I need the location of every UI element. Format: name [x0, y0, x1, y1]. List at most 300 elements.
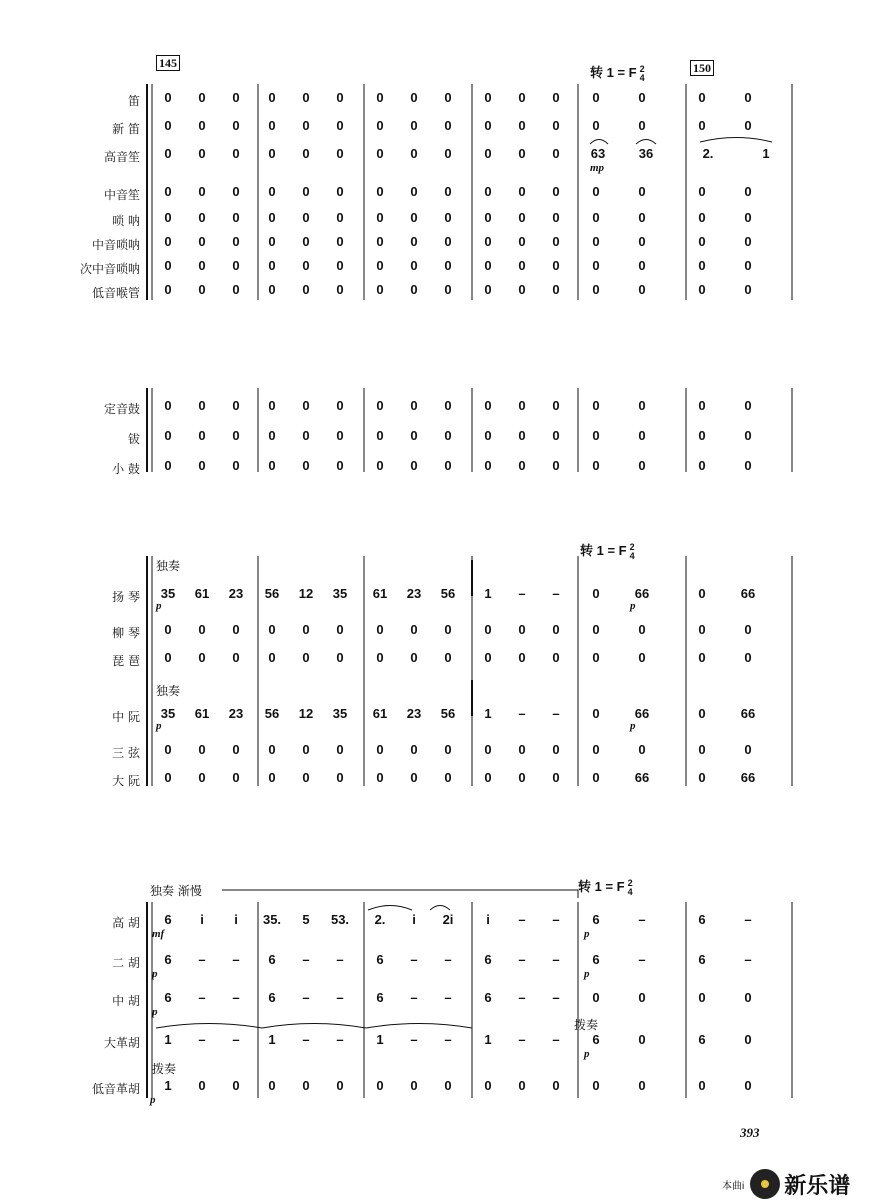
rest-note: 0: [484, 458, 492, 473]
rest-note: 0: [268, 210, 276, 225]
note-group: 56: [440, 586, 456, 601]
chord-note: 1: [484, 706, 492, 721]
rest-note: 0: [518, 770, 526, 785]
dynamic-marking: p: [156, 600, 162, 612]
rest-note: 0: [376, 282, 384, 297]
rest-note: 0: [518, 282, 526, 297]
rest-note: 0: [336, 742, 344, 757]
dash: –: [410, 952, 418, 967]
rest-note: 0: [518, 234, 526, 249]
rest-note: 0: [268, 90, 276, 105]
dash: –: [518, 912, 526, 927]
key-change-marking: 转 1 = F 2 4: [578, 877, 633, 897]
dynamic-marking: p: [584, 968, 590, 980]
rest-note: 0: [592, 990, 600, 1005]
rest-note: 0: [592, 258, 600, 273]
rest-note: 0: [302, 258, 310, 273]
rest-note: 0: [592, 622, 600, 637]
rest-note: 0: [484, 210, 492, 225]
rest-note: 0: [518, 184, 526, 199]
rest-note: 0: [232, 184, 240, 199]
rest-note: 0: [552, 398, 560, 413]
rest-note: 0: [518, 90, 526, 105]
rest-note: 0: [336, 184, 344, 199]
rest-note: 0: [518, 428, 526, 443]
rest-note: 0: [518, 622, 526, 637]
note-group: 66: [634, 770, 650, 785]
rest-note: 0: [376, 458, 384, 473]
note: 1: [376, 1032, 384, 1047]
rest-note: 0: [444, 210, 452, 225]
rest-note: 0: [744, 234, 752, 249]
note-dotted: 2.: [702, 146, 714, 161]
rest-note: 0: [198, 622, 206, 637]
rest-note: 0: [336, 650, 344, 665]
rest-note: 0: [698, 398, 706, 413]
note: 1: [164, 1032, 172, 1047]
time-signature: 2 4: [629, 541, 635, 561]
rest-note: 0: [410, 184, 418, 199]
rest-note: 0: [410, 742, 418, 757]
dash: –: [444, 952, 452, 967]
rest-note: 0: [198, 184, 206, 199]
dynamic-marking: p: [156, 720, 162, 732]
rest-note: 0: [410, 458, 418, 473]
rest-note: 0: [268, 146, 276, 161]
dash: –: [552, 990, 560, 1005]
rest-note: 0: [518, 458, 526, 473]
rest-note: 0: [198, 210, 206, 225]
dash: –: [552, 1032, 560, 1047]
rest-note: 0: [302, 118, 310, 133]
rest-note: 0: [444, 458, 452, 473]
rest-note: 0: [268, 282, 276, 297]
watermark-small-text: 本曲i: [722, 1180, 745, 1192]
rest-note: 0: [198, 428, 206, 443]
rest-note: 0: [638, 1032, 646, 1047]
note-group: 61: [194, 706, 210, 721]
instrument-label: 高 胡: [112, 916, 140, 930]
dash: –: [444, 1032, 452, 1047]
rest-note: 0: [552, 184, 560, 199]
rest-note: 0: [484, 234, 492, 249]
technique-pizzicato: 拨奏: [152, 1062, 177, 1076]
rest-note: 0: [410, 1078, 418, 1093]
rest-note: 0: [552, 428, 560, 443]
dynamic-marking: p: [152, 968, 158, 980]
instrument-label: 小 鼓: [112, 462, 140, 476]
note-group: 63: [590, 146, 606, 161]
rest-note: 0: [592, 282, 600, 297]
rest-note: 0: [638, 990, 646, 1005]
note-group: 35.: [262, 912, 282, 927]
rest-note: 0: [552, 1078, 560, 1093]
chord-note: 6: [698, 952, 706, 967]
rest-note: 0: [232, 234, 240, 249]
rest-note: 0: [336, 398, 344, 413]
rest-note: 0: [592, 234, 600, 249]
note-group: 66: [634, 706, 650, 721]
instrument-label: 次中音唢呐: [79, 262, 140, 276]
note-group: 66: [740, 586, 756, 601]
rest-note: 0: [638, 428, 646, 443]
rest-note: 0: [336, 118, 344, 133]
rest-note: 0: [592, 706, 600, 721]
dash: –: [198, 990, 206, 1005]
note: 6: [164, 912, 172, 927]
rest-note: 0: [638, 258, 646, 273]
rest-note: 0: [698, 706, 706, 721]
instrument-label: 钹: [127, 432, 140, 446]
instrument-label: 柳 琴: [112, 626, 140, 640]
rest-note: 0: [444, 146, 452, 161]
instrument-label: 三 弦: [112, 746, 140, 760]
rest-note: 0: [638, 234, 646, 249]
rest-note: 0: [164, 258, 172, 273]
technique-pizzicato: 拨奏: [574, 1018, 599, 1032]
rest-note: 0: [302, 428, 310, 443]
rest-note: 0: [336, 770, 344, 785]
rest-note: 0: [444, 282, 452, 297]
rest-note: 0: [592, 118, 600, 133]
rest-note: 0: [744, 1032, 752, 1047]
chord-note: 6: [164, 990, 172, 1005]
chord-note: 6: [376, 952, 384, 967]
rest-note: 0: [198, 234, 206, 249]
rest-note: 0: [410, 118, 418, 133]
rest-note: 0: [484, 258, 492, 273]
note-group: 56: [264, 586, 280, 601]
rest-note: 0: [164, 210, 172, 225]
rest-note: 0: [744, 742, 752, 757]
note: i: [200, 912, 204, 927]
rest-note: 0: [552, 770, 560, 785]
dash: –: [518, 706, 526, 721]
dynamic-marking: p: [150, 1094, 156, 1106]
instrument-label: 低音喉管: [91, 286, 140, 300]
dash: –: [410, 990, 418, 1005]
technique-solo: 独奏: [156, 559, 181, 573]
rest-note: 0: [164, 90, 172, 105]
rest-note: 0: [698, 90, 706, 105]
rest-note: 0: [410, 258, 418, 273]
rest-note: 0: [302, 650, 310, 665]
note-group: 66: [740, 706, 756, 721]
record-disc-icon: [750, 1169, 780, 1199]
note-group: 23: [228, 706, 244, 721]
rest-note: 0: [164, 234, 172, 249]
rest-note: 0: [164, 622, 172, 637]
rest-note: 0: [484, 184, 492, 199]
rest-note: 0: [410, 428, 418, 443]
slur: [590, 140, 608, 145]
rest-note: 0: [552, 258, 560, 273]
rest-note: 0: [376, 398, 384, 413]
chord-note: 6: [268, 990, 276, 1005]
dash: –: [552, 912, 560, 927]
rest-note: 0: [698, 210, 706, 225]
rest-note: 0: [164, 742, 172, 757]
note-group: 2i: [442, 912, 454, 927]
note-group: 5: [302, 912, 310, 927]
instrument-label: 中音唢呐: [91, 238, 140, 252]
note: i: [486, 912, 490, 927]
rest-note: 0: [698, 622, 706, 637]
note-group: 61: [372, 706, 388, 721]
note-group: 66: [634, 586, 650, 601]
rest-note: 0: [592, 184, 600, 199]
note: 1: [268, 1032, 276, 1047]
instrument-label: 低音革胡: [91, 1082, 140, 1096]
rest-note: 0: [232, 1078, 240, 1093]
rest-note: 0: [744, 458, 752, 473]
rest-note: 0: [336, 210, 344, 225]
rest-note: 0: [164, 650, 172, 665]
rest-note: 0: [410, 210, 418, 225]
rest-note: 0: [198, 1078, 206, 1093]
rest-note: 0: [638, 282, 646, 297]
dash: –: [552, 952, 560, 967]
rest-note: 0: [698, 1078, 706, 1093]
rest-note: 0: [518, 1078, 526, 1093]
rest-note: 0: [552, 90, 560, 105]
rest-note: 0: [698, 258, 706, 273]
rest-note: 0: [698, 184, 706, 199]
dash: –: [444, 990, 452, 1005]
rest-note: 0: [638, 742, 646, 757]
rest-note: 0: [336, 90, 344, 105]
rest-note: 0: [484, 770, 492, 785]
rest-note: 0: [484, 146, 492, 161]
rest-note: 0: [376, 650, 384, 665]
rest-note: 0: [164, 770, 172, 785]
rest-note: 0: [198, 90, 206, 105]
rest-note: 0: [744, 282, 752, 297]
rest-note: 0: [198, 770, 206, 785]
rest-note: 0: [698, 234, 706, 249]
note: 1: [484, 1032, 492, 1047]
rest-note: 0: [698, 458, 706, 473]
rest-note: 0: [336, 428, 344, 443]
instrument-label: 大革胡: [103, 1036, 140, 1050]
rest-note: 0: [444, 1078, 452, 1093]
rest-note: 0: [376, 90, 384, 105]
rest-note: 0: [518, 650, 526, 665]
rest-note: 0: [592, 770, 600, 785]
rest-note: 0: [552, 210, 560, 225]
rest-note: 0: [552, 650, 560, 665]
instrument-label: 扬 琴: [112, 590, 140, 604]
rest-note: 0: [410, 146, 418, 161]
note-group: 56: [440, 706, 456, 721]
rest-note: 0: [164, 184, 172, 199]
rest-note: 0: [302, 458, 310, 473]
dash: –: [336, 1032, 344, 1047]
rest-note: 0: [744, 118, 752, 133]
rest-note: 0: [164, 428, 172, 443]
note: i: [234, 912, 238, 927]
page-number: 393: [740, 1125, 760, 1140]
rest-note: 0: [268, 118, 276, 133]
rest-note: 0: [638, 90, 646, 105]
note-group: 66: [740, 770, 756, 785]
rest-note: 0: [744, 258, 752, 273]
rest-note: 0: [638, 650, 646, 665]
rest-note: 0: [444, 622, 452, 637]
rest-note: 0: [444, 770, 452, 785]
rest-note: 0: [698, 118, 706, 133]
rest-note: 0: [410, 398, 418, 413]
key-change-marking: 转 1 = F 2 4: [590, 63, 645, 83]
dash: –: [638, 952, 646, 967]
tie: [262, 1024, 366, 1029]
chord-note: 6: [592, 952, 600, 967]
note-group: 2.: [374, 912, 386, 927]
dynamic-marking: p: [584, 928, 590, 940]
rest-note: 0: [376, 210, 384, 225]
rest-note: 0: [518, 742, 526, 757]
rest-note: 0: [744, 428, 752, 443]
rest-note: 0: [638, 1078, 646, 1093]
rest-note: 0: [444, 184, 452, 199]
rest-note: 0: [484, 428, 492, 443]
rest-note: 0: [302, 770, 310, 785]
time-signature: 2 4: [627, 877, 633, 897]
rest-note: 0: [518, 210, 526, 225]
rest-note: 0: [268, 622, 276, 637]
rest-note: 0: [444, 234, 452, 249]
rest-note: 0: [232, 622, 240, 637]
rest-note: 0: [444, 258, 452, 273]
note-group: 61: [372, 586, 388, 601]
rest-note: 0: [268, 650, 276, 665]
dynamic-marking: p: [584, 1048, 590, 1060]
note-group: 23: [406, 586, 422, 601]
note: 1: [762, 146, 770, 161]
rest-note: 0: [698, 990, 706, 1005]
rest-note: 0: [552, 234, 560, 249]
dash: –: [336, 952, 344, 967]
rest-note: 0: [410, 622, 418, 637]
note-group: 61: [194, 586, 210, 601]
note-group: 23: [406, 706, 422, 721]
rest-note: 0: [484, 742, 492, 757]
rest-note: 0: [698, 770, 706, 785]
rest-note: 0: [232, 146, 240, 161]
dash: –: [638, 912, 646, 927]
rest-note: 0: [744, 990, 752, 1005]
dynamic-marking: p: [152, 1006, 158, 1018]
rest-note: 0: [592, 458, 600, 473]
chord-note: 1: [484, 586, 492, 601]
dash: –: [302, 1032, 310, 1047]
dash: –: [198, 1032, 206, 1047]
rest-note: 0: [268, 398, 276, 413]
dash: –: [552, 706, 560, 721]
rest-note: 0: [164, 458, 172, 473]
rest-note: 0: [232, 398, 240, 413]
rest-note: 0: [484, 398, 492, 413]
dash: –: [744, 952, 752, 967]
rest-note: 0: [638, 210, 646, 225]
rest-note: 0: [232, 650, 240, 665]
rest-note: 0: [336, 622, 344, 637]
measure-number: 150: [690, 60, 714, 76]
chord-note: 6: [698, 912, 706, 927]
rest-note: 0: [698, 650, 706, 665]
rest-note: 0: [268, 428, 276, 443]
dash: –: [302, 990, 310, 1005]
dynamic-marking: p: [630, 720, 636, 732]
dash: –: [518, 990, 526, 1005]
rest-note: 0: [592, 428, 600, 443]
note: 6: [698, 1032, 706, 1047]
rest-note: 0: [376, 622, 384, 637]
rest-note: 0: [232, 428, 240, 443]
rest-note: 0: [302, 234, 310, 249]
instrument-label: 中 胡: [112, 994, 140, 1008]
instrument-label: 大 阮: [112, 774, 140, 788]
rest-note: 0: [268, 742, 276, 757]
instrument-label: 琵 琶: [112, 654, 140, 668]
rest-note: 0: [232, 458, 240, 473]
chord-note: 6: [484, 952, 492, 967]
rest-note: 0: [376, 234, 384, 249]
rest-note: 0: [744, 650, 752, 665]
watermark-logo: [722, 1166, 850, 1202]
rest-note: 0: [376, 118, 384, 133]
rest-note: 0: [638, 622, 646, 637]
rest-note: 0: [376, 428, 384, 443]
note-group: 23: [228, 586, 244, 601]
instrument-label: 二 胡: [112, 956, 140, 970]
note-group: 36: [638, 146, 654, 161]
rest-note: 0: [198, 742, 206, 757]
rest-note: 0: [552, 146, 560, 161]
rest-note: 0: [198, 118, 206, 133]
note-group: 56: [264, 706, 280, 721]
rest-note: 0: [164, 282, 172, 297]
rest-note: 0: [638, 458, 646, 473]
rest-note: 0: [164, 118, 172, 133]
rest-note: 0: [592, 90, 600, 105]
note-group: 35: [332, 586, 348, 601]
rest-note: 0: [518, 398, 526, 413]
rest-note: 0: [268, 184, 276, 199]
key-change-marking: 转 1 = F 2 4: [580, 541, 635, 561]
instrument-label: 定音鼓: [103, 402, 140, 416]
note-group: 35: [160, 706, 176, 721]
rest-note: 0: [744, 1078, 752, 1093]
tie: [156, 1024, 262, 1029]
rest-note: 0: [444, 650, 452, 665]
rest-note: 0: [336, 258, 344, 273]
rest-note: 0: [302, 90, 310, 105]
rest-note: 0: [444, 398, 452, 413]
dash: –: [232, 1032, 240, 1047]
rest-note: 0: [336, 234, 344, 249]
time-signature: 2 4: [639, 63, 645, 83]
rest-note: 0: [592, 398, 600, 413]
rest-note: 0: [410, 90, 418, 105]
rest-note: 0: [592, 210, 600, 225]
rest-note: 0: [198, 146, 206, 161]
rest-note: 0: [268, 1078, 276, 1093]
rest-note: 0: [302, 398, 310, 413]
rest-note: 0: [698, 742, 706, 757]
rest-note: 0: [592, 586, 600, 601]
slur: [430, 906, 450, 911]
